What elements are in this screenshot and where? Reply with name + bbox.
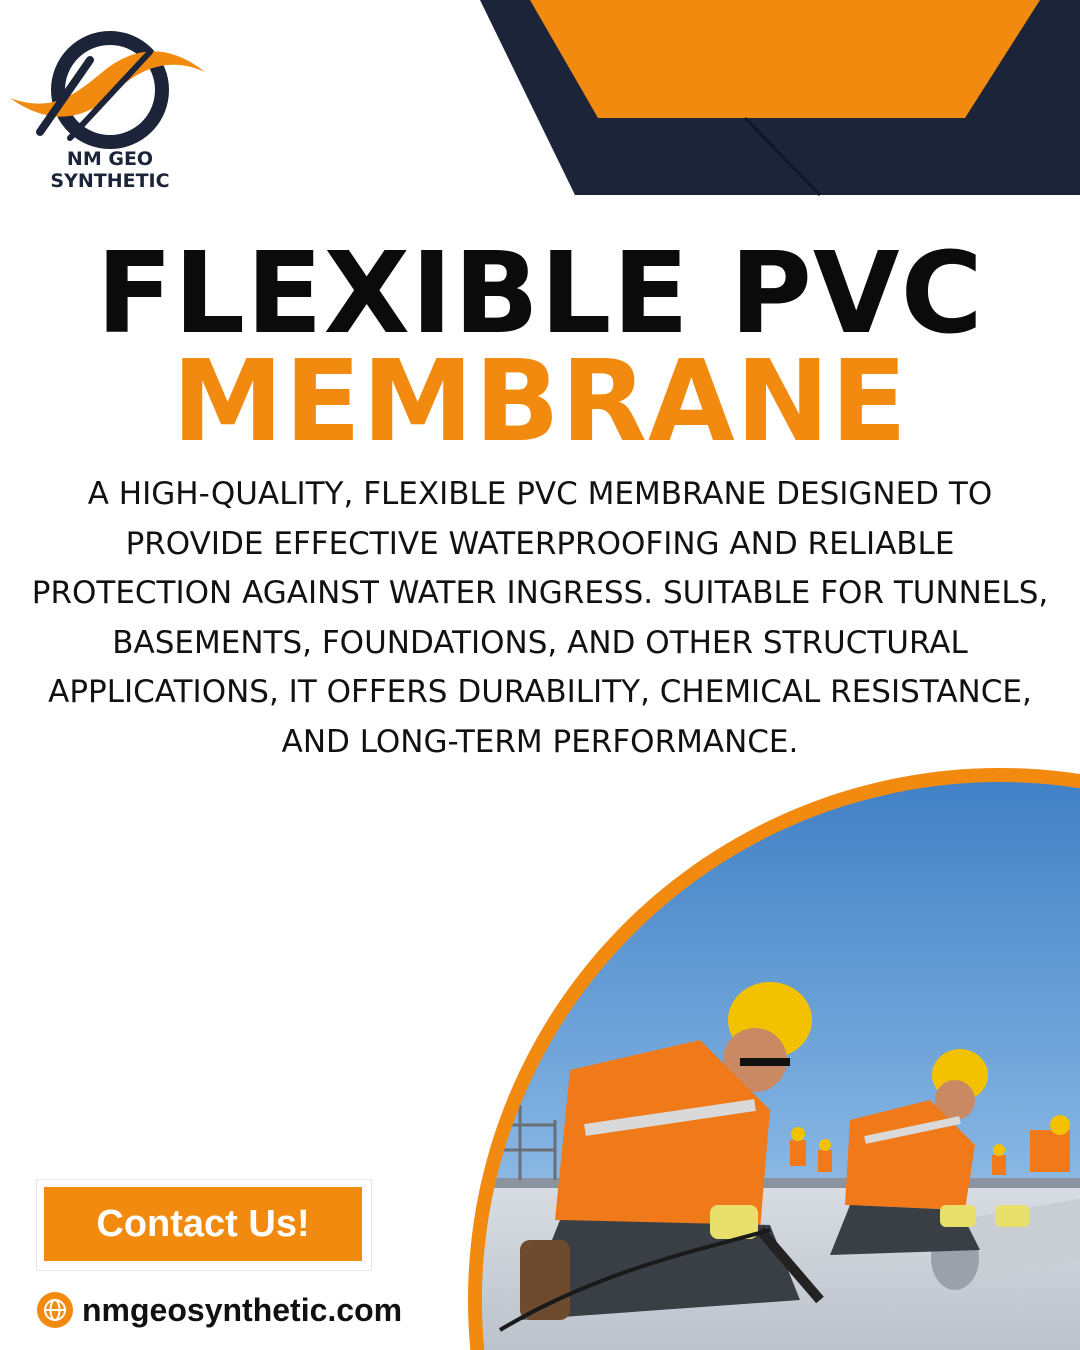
contact-us-button[interactable]: Contact Us! (44, 1187, 362, 1261)
globe-icon (36, 1291, 74, 1329)
headline-line1: FLEXIBLE PVC (96, 229, 984, 359)
headline-line2: MEMBRANE (172, 337, 908, 467)
website-url: nmgeosynthetic.com (82, 1291, 403, 1328)
website-link[interactable] (36, 1288, 402, 1332)
product-description: A HIGH-QUALITY, FLEXIBLE PVC MEMBRANE DESIGNED TO PROVIDE EFFECTIVE WATERPROOFING AND RELIABLE PROTECTION AGAINST WATER INGRESS. SUITABLE FOR TUNNELS, BASEMENTS, FOUNDATIONS, AND OTHER STRUCTURAL APPLICATIONS, IT OFFERS DURABILITY, CHEMICAL RESISTANCE, AND LONG-TERM PERFORMANCE. (31, 476, 1049, 760)
brand-name-line2: SYNTHETIC (50, 170, 170, 192)
brand-name-line1: NM GEO (66, 148, 154, 170)
